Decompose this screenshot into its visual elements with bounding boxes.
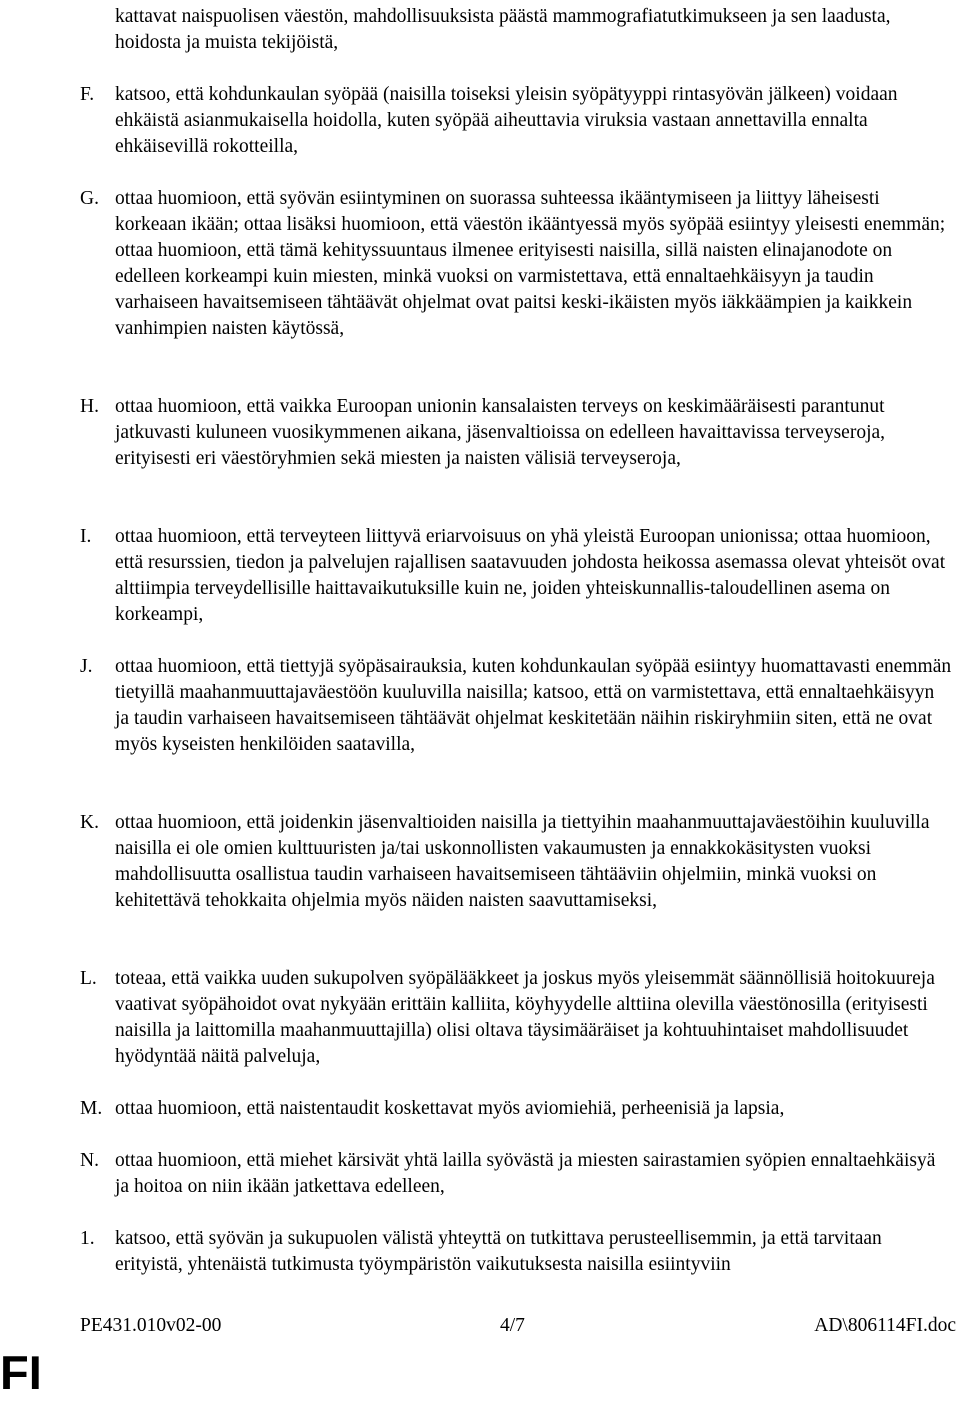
paragraph-m	[80, 1096, 952, 1122]
paragraph-letter: N.	[80, 1150, 99, 1171]
paragraph-h	[80, 394, 952, 472]
paragraph-text: katsoo, että syövän ja sukupuolen välistä yhteyttä on tutkittava perusteellisemmin, ja että tarvitaan erityistä, yhtenäistä tutkimusta työympäristön vaikutuksesta naisilla esiintyviin	[115, 1228, 882, 1275]
paragraph-letter: J.	[80, 656, 93, 677]
paragraph-number: 1.	[80, 1228, 95, 1249]
language-tag: FI	[0, 1346, 42, 1399]
paragraph-letter: H.	[80, 396, 99, 417]
paragraph-l	[80, 966, 952, 1070]
paragraph-text: ottaa huomioon, että terveyteen liittyvä eriarvoisuus on yhä yleistä Euroopan unionissa; ottaa huomioon, että resurssien, tiedon ja palvelujen rajallisen saatavuuden johdosta heikossa asemassa olevat yhteisöt ovat alttiimpia terveydellisille haittavaikutuksille kuin ne, joiden yhteiskunnallis-taloudellinen asema on korkeampi,	[115, 526, 946, 625]
paragraph-text: katsoo, että kohdunkaulan syöpää (naisilla toiseksi yleisin syöpätyyppi rintasyövän jälkeen) voidaan ehkäistä asianmukaisella hoidolla, kuten syöpää aiheuttavia viruksia vastaan annettavilla ennalta ehkäisevillä rokotteilla,	[115, 84, 898, 157]
paragraph-text: ottaa huomioon, että syövän esiintyminen on suorassa suhteessa ikääntymiseen ja liittyy läheisesti korkeaan ikään; ottaa lisäksi huomioon, että väestön ikääntyessä myös syöpää esiintyy yleisesti enemmän; ottaa huomioon, että tämä kehityssuuntaus ilmenee erityisesti naisilla, sillä naisten elinajanodote on edelleen korkeampi kuin miesten, minkä vuoksi on varmistettava, että ennaltaehkäisyyn ja taudin varhaiseen havaitsemiseen tähtäävät ohjelmat ovat paitsi keski-ikäisten myös iäkkäämpien ja kaikkein vanhimpien naisten käytössä,	[115, 188, 946, 339]
paragraph-text: ottaa huomioon, että joidenkin jäsenvaltioiden naisilla ja tiettyihin maahanmuuttajaväestöihin kuuluvilla naisilla ei ole omien kulttuuristen ja/tai uskonnollisten vakaumusten ja ennakkokäsitysten vuoksi mahdollisuutta osallistua taudin varhaiseen havaitsemiseen tähtääviin ohjelmiin, minkä vuoksi on kehitettävä tehokkaita ohjelmia myös näiden naisten saavuttamiseksi,	[115, 812, 930, 911]
paragraph-text: kattavat naispuolisen väestön, mahdollisuuksista päästä mammografiatutkimukseen ja sen laadusta, hoidosta ja muista tekijöistä,	[115, 6, 891, 53]
paragraph-k	[80, 810, 952, 914]
paragraph-f	[80, 82, 952, 160]
paragraph-text: ottaa huomioon, että vaikka Euroopan unionin kansalaisten terveys on keskimääräisesti parantunut jatkuvasti kuluneen vuosikymmenen aikana, jäsenvaltioissa on edelleen havaittavissa terveyseroja, erityisesti eri väestöryhmien sekä miesten ja naisten välisiä terveyseroja,	[115, 396, 886, 469]
paragraph-text: ottaa huomioon, että miehet kärsivät yhtä lailla syövästä ja miesten sairastamien syöpien ennaltaehkäisyä ja hoitoa on niin ikään jatkettava edelleen,	[115, 1150, 936, 1197]
paragraph-i	[80, 524, 952, 628]
paragraph-letter: M.	[80, 1098, 103, 1119]
paragraph-letter: K.	[80, 812, 99, 833]
paragraph-text: ottaa huomioon, että tiettyjä syöpäsairauksia, kuten kohdunkaulan syöpää esiintyy huomattavasti enemmän tietyillä maahanmuuttajaväestöön kuuluvilla naisilla; katsoo, että on varmistettava, että ennaltaehkäisyyn ja taudin varhaiseen havaitsemiseen tähtäävät ohjelmat keskitetään näihin riskiryhmiin siten, että ne ovat myös kyseisten henkilöiden saatavilla,	[115, 656, 952, 755]
paragraph-letter: F.	[80, 84, 95, 105]
paragraph-letter: I.	[80, 526, 92, 547]
paragraph-j	[80, 654, 952, 758]
paragraph-text: toteaa, että vaikka uuden sukupolven syöpälääkkeet ja joskus myös yleisemmät säännöllisiä hoitokuureja vaativat syöpähoidot ovat nykyään erittäin kalliita, köyhyydelle alttiina olevilla väestönosilla (erityisesti naisilla ja laittomilla maahanmuuttajilla) olisi oltava täysimääräiset ja kohtuuhintaiset mahdollisuudet hyödyntää näitä palveluja,	[115, 968, 935, 1067]
paragraph-g	[80, 186, 952, 342]
paragraph-text: ottaa huomioon, että naistentaudit koskettavat myös aviomiehiä, perheenisiä ja lapsia,	[115, 1098, 785, 1119]
footer-doc-ref: PE431.010v02-00	[80, 1315, 222, 1336]
paragraph-1	[80, 1226, 952, 1278]
paragraph-n	[80, 1148, 952, 1200]
footer-file-name: AD\806114FI.doc	[814, 1315, 956, 1336]
paragraph-letter: L.	[80, 968, 97, 989]
footer-page-number: 4/7	[500, 1315, 525, 1336]
paragraph-letter: G.	[80, 188, 99, 209]
paragraph-continuation	[80, 4, 952, 56]
